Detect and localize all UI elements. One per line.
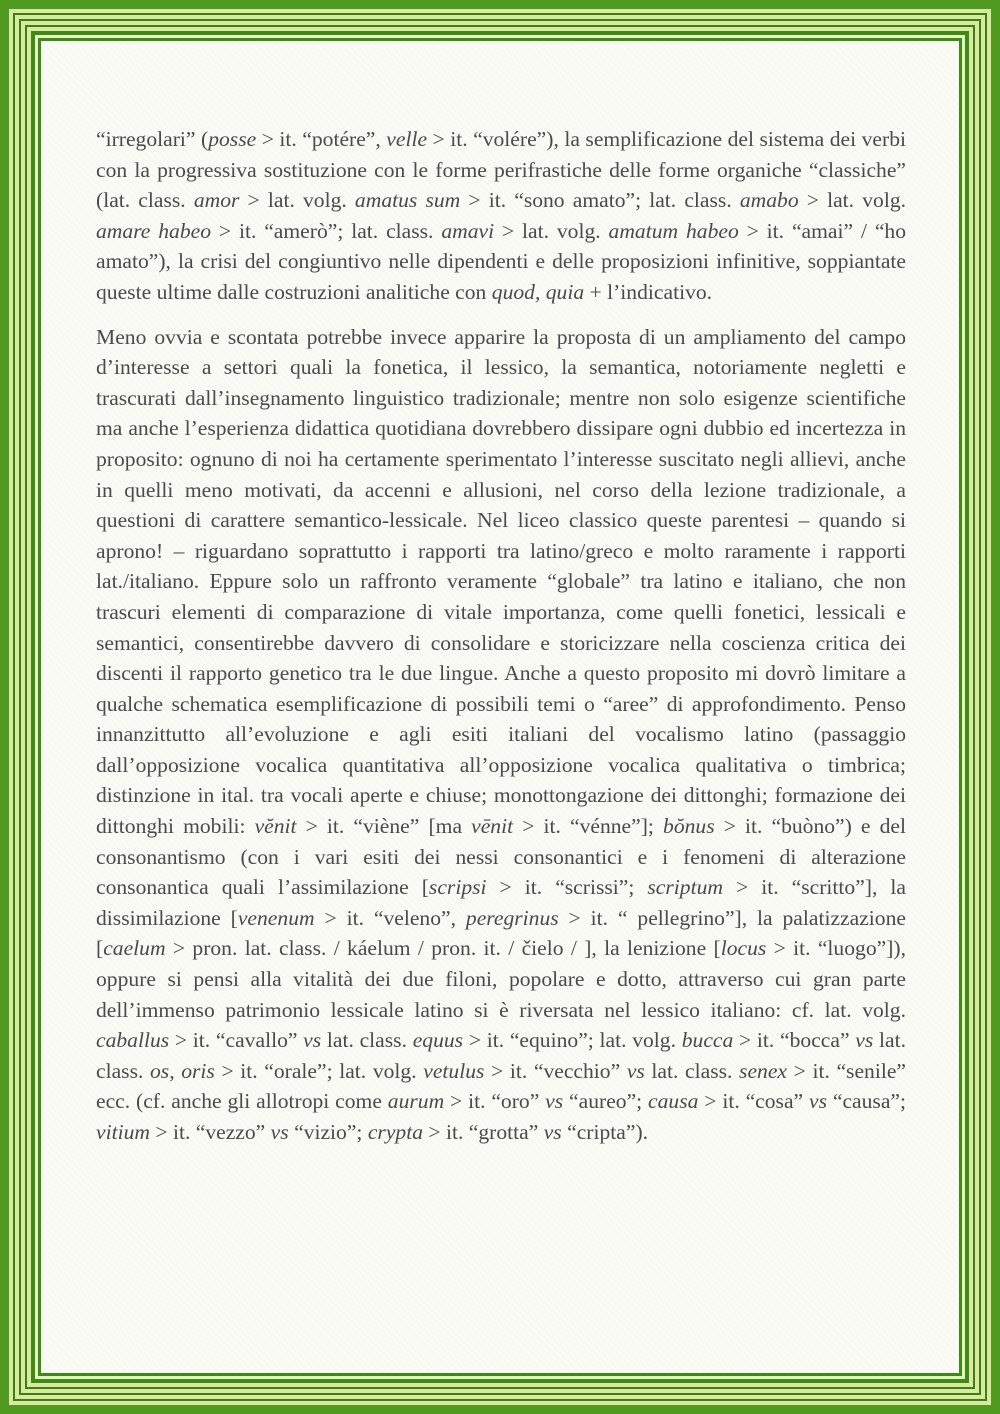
italic-term: scripsi [428, 875, 487, 900]
text-run: “cripta”). [561, 1120, 649, 1144]
italic-term: amabo [739, 188, 799, 213]
text-run: “vizio”; [288, 1120, 368, 1144]
italic-term: vitium [96, 1120, 150, 1144]
text-run: “irregolari” ( [96, 127, 209, 151]
text-run: lat. class. [644, 1058, 740, 1083]
text-run: > it. “grotta” [423, 1120, 544, 1144]
italic-term: vs [270, 1120, 289, 1144]
text-run: + l’indicativo. [584, 279, 713, 304]
paragraph-2 [96, 322, 906, 1148]
italic-term: vs [809, 1089, 827, 1114]
italic-term: venenum [237, 905, 315, 930]
text-run: Meno ovvia e scontata potrebbe invece apparire la proposta di un ampliamento del campo d’interesse a settori quali la fonetica, il lessico, la semantica, notoriamente negletti e trascurati dall’insegnamento linguistico tradizionale; mentre non solo esigenze scientifiche ma anche l’esperienza didattica quotidiana dovrebbero dissipare ogni dubbio ed incertezza in proposito: ognuno di noi ha certamente sperimentato l’interesse suscitato negli allievi, anche in quelli meno motivati, da accenni e allusioni, nel corso della lezione tradizionale, a questioni di carattere semantico-lessicale. Nel liceo classico queste parentesi – quando si aprono! – riguardano soprattutto i rapporti tra latino/greco e molto raramente i rapporti lat./italiano. Eppure solo un raffronto veramente “globale” tra latino e italiano, che non trascuri elementi di comparazione di vitale importanza, come quelli fonetici, lessicali e semantici, consentirebbe davvero di consolidare e storicizzare nella coscienza critica dei discenti il rapporto genetico tra le due lingue. Anche a questo proposito mi dovrò limitare a qualche schematica esemplificazione di possibili temi o “aree” di approfondimento. Penso innanzittutto all’evoluzione e agli esiti italiani del vocalismo latino (passaggio dall’opposizione vocalica quantitativa all’opposizione vocalica qualitativa o timbrica; distinzione in ital. tra vocali aperte e chiuse; monottongazione dei dittonghi; formazione dei dittonghi mobili: [96, 324, 906, 839]
italic-term: caballus [96, 1028, 170, 1053]
text-run: > lat. volg. [798, 188, 907, 213]
text-run: > it. “amai” / “ho amato”), la crisi del congiuntivo nelle dipendenti e delle proposizioni infinitive, soppiantate queste ultime dalle costruzioni analitiche con [96, 218, 907, 304]
text-run: > it. “bocca” [733, 1028, 856, 1053]
text-run: lat. class. [321, 1028, 413, 1053]
text-run: > it. “amerò”; lat. class. [211, 218, 442, 243]
text-run: > it. “ pellegrino”], la palatizzazione [ [96, 905, 906, 961]
italic-term: vs [545, 1089, 564, 1114]
text-run: > it. “potére”, [256, 127, 387, 151]
italic-term: vēnit [471, 814, 514, 839]
italic-term: crypta [367, 1120, 423, 1144]
italic-term: amare habeo [96, 218, 212, 243]
text-run: > it. “vénne”]; [513, 814, 664, 839]
text-run: lat. class. [96, 1028, 906, 1083]
italic-term: velle [386, 127, 428, 151]
body-text [96, 124, 906, 1162]
italic-term: aurum [387, 1089, 445, 1114]
text-run: > pron. lat. class. / káelum / pron. it. / čielo / ], la lenizione [ [165, 936, 721, 961]
text-run: > it. “cosa” [698, 1089, 809, 1114]
italic-term: amatum habeo [608, 218, 739, 243]
text-run: “aureo”; [563, 1089, 649, 1114]
italic-term: os, oris [150, 1058, 215, 1083]
italic-term: amatus sum [354, 188, 461, 213]
italic-term: vs [855, 1028, 874, 1053]
text-run: > it. “buòno”) e del consonantismo (con i vari esiti dei nessi consonantici e i fenomeni di alterazione consonantica quali l’assimilazione [ [96, 814, 906, 900]
text-run: > it. “oro” [444, 1089, 546, 1114]
italic-term: locus [720, 936, 767, 961]
text-run: “causa”; [827, 1089, 906, 1114]
text-run: > it. “scrissi”; [486, 875, 648, 900]
text-run: > it. “senile” ecc. (cf. anche gli allotropi come [96, 1058, 906, 1114]
text-run: > it. “equino”; lat. volg. [463, 1028, 682, 1053]
italic-term: vs [626, 1058, 645, 1083]
italic-term: vĕnit [254, 814, 297, 839]
italic-term: bucca [681, 1028, 734, 1053]
text-run: > it. “scritto”], la dissimilazione [ [96, 875, 906, 930]
italic-term: vs [303, 1028, 322, 1053]
italic-term: senex [739, 1058, 788, 1083]
italic-term: equus [412, 1028, 464, 1053]
italic-term: vs [543, 1120, 562, 1144]
text-run: > it. “vecchio” [484, 1058, 627, 1083]
text-run: > it. “luogo”]), oppure si pensi alla vitalità dei due filoni, popolare e dotto, attraverso cui gran parte dell’immenso patrimonio lessicale latino si è riversata nel lessico italiano: cf. lat. volg. [96, 936, 906, 1022]
paragraph-1 [96, 124, 906, 308]
text-run: > it. “cavallo” [169, 1028, 304, 1053]
italic-term: scriptum [647, 875, 723, 900]
italic-term: posse [208, 127, 257, 151]
text-run: > it. “viène” [ma [296, 814, 472, 839]
text-run: > lat. volg. [494, 218, 609, 243]
italic-term: vetulus [423, 1058, 485, 1083]
text-run: > it. “veleno”, [314, 905, 466, 930]
italic-term: bŏnus [663, 814, 715, 839]
text-run: > lat. volg. [239, 188, 355, 213]
text-run: > it. “sono amato”; lat. class. [460, 188, 740, 213]
text-run: > it. “vezzo” [149, 1120, 271, 1144]
text-run: > it. “volére”), la semplificazione del sistema dei verbi con la progressiva sostituzione con le forme perifrastiche delle forme organiche “classiche” (lat. class. [96, 127, 907, 213]
text-run: > it. “orale”; lat. volg. [214, 1058, 424, 1083]
italic-term: amavi [441, 218, 495, 243]
italic-term: caelum [103, 936, 166, 961]
italic-term: quod, quia [491, 279, 585, 304]
italic-term: causa [648, 1089, 699, 1114]
italic-term: peregrinus [465, 905, 559, 930]
italic-term: amor [193, 188, 240, 213]
